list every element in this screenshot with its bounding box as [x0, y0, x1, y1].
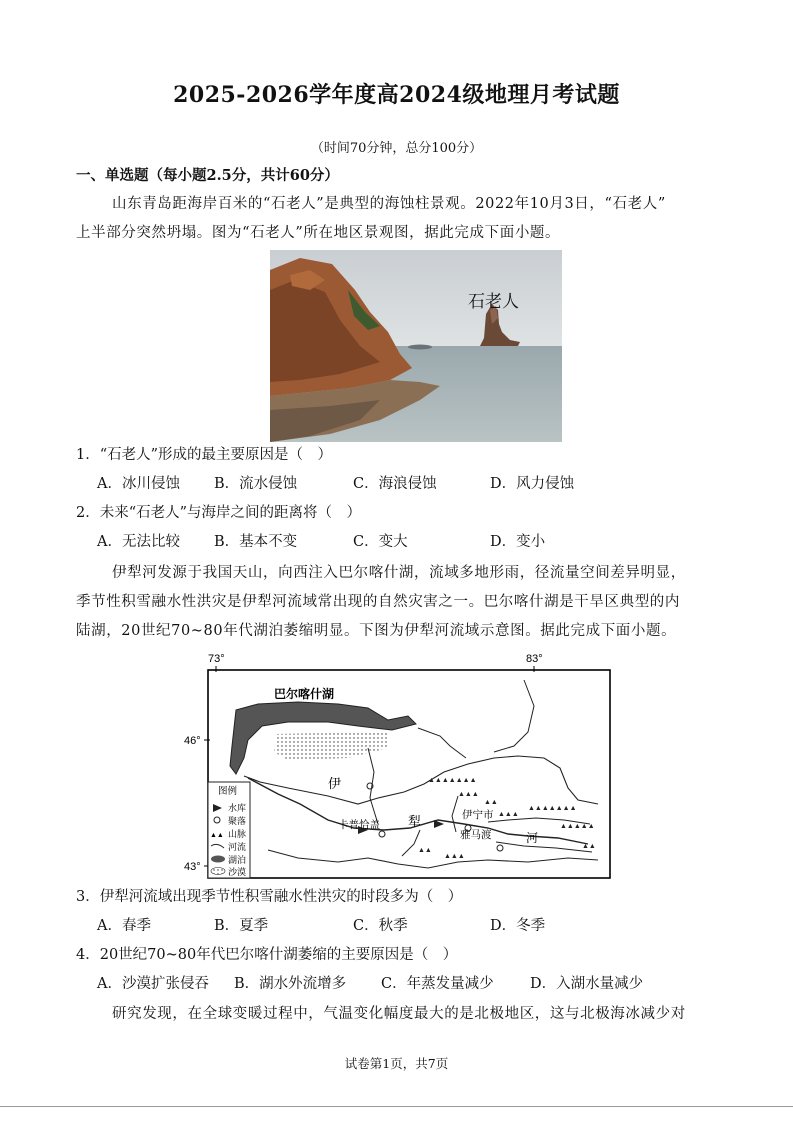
photo-label: 石老人: [468, 292, 519, 311]
passage2-line-1: 伊犁河发源于我国天山，向西注入巴尔喀什湖，流域多地形雨，径流量空间差异明显，: [112, 565, 686, 581]
lon-83-label: 83°: [526, 653, 543, 665]
svg-text:▲▲▲: ▲▲▲: [458, 791, 479, 798]
q3-option-a[interactable]: A．春季: [97, 918, 151, 934]
q4-option-a[interactable]: A．沙漠扩张侵吞: [97, 976, 209, 992]
svg-text:▲▲▲▲▲▲▲: ▲▲▲▲▲▲▲: [528, 805, 577, 812]
intro-line-1: 山东青岛距海岸百米的“石老人”是典型的海蚀柱景观。2022年10月3日，“石老人”: [112, 196, 666, 212]
legend-river: 河流: [228, 842, 247, 852]
svg-text:▲▲▲▲▲: ▲▲▲▲▲: [560, 823, 595, 830]
q2-option-b[interactable]: B．基本不变: [214, 534, 298, 550]
ili-river-basin-map: [184, 648, 618, 880]
q2-option-d[interactable]: D．变小: [490, 534, 546, 550]
q1-option-b[interactable]: B．流水侵蚀: [214, 476, 298, 492]
svg-text:▲▲▲▲▲▲▲: ▲▲▲▲▲▲▲: [428, 777, 477, 784]
legend-mountain: 山脉: [228, 829, 247, 839]
page-title: 2025-2026学年度高2024级地理月考试题: [173, 82, 620, 108]
section-heading: 一、单选题（每小题2.5分，共计60分）: [76, 167, 339, 184]
question-3: 3．伊犁河流域出现季节性积雪融水性洪灾的时段多为（ ）: [76, 889, 463, 905]
question-2: 2．未来“石老人”与海岸之间的距离将（ ）: [76, 505, 362, 521]
q4-option-d[interactable]: D．入湖水量减少: [530, 976, 644, 992]
li-label: 犁: [408, 814, 422, 829]
svg-text:▲▲▲: ▲▲▲: [498, 811, 519, 818]
q1-option-c[interactable]: C．海浪侵蚀: [353, 476, 437, 492]
bottom-divider: [0, 1106, 793, 1107]
q2-option-c[interactable]: C．变大: [353, 534, 408, 550]
question-1: 1．“石老人”形成的最主要原因是（ ）: [76, 447, 333, 463]
lake-label: 巴尔喀什湖: [274, 687, 335, 701]
svg-text:▲▲▲: ▲▲▲: [444, 853, 465, 860]
map-frame: [208, 670, 610, 878]
lat-43-label: 43°: [184, 861, 201, 873]
passage2-line-3: 陆湖，20世纪70~80年代湖泊萎缩明显。下图为伊犁河流域示意图。据此完成下面小题。: [76, 623, 677, 639]
q3-option-c[interactable]: C．秋季: [353, 918, 408, 934]
he-label: 河: [526, 831, 539, 845]
svg-text:▲▲: ▲▲: [418, 847, 432, 854]
svg-text:▲▲: ▲▲: [210, 832, 224, 839]
yining-label: 伊宁市: [462, 809, 494, 821]
legend-title: 图例: [218, 786, 238, 797]
q1-option-a[interactable]: A．冰川侵蚀: [97, 476, 180, 492]
passage2-line-2: 季节性积雪融水性洪灾是伊犁河流域常出现的自然灾害之一。巴尔喀什湖是干旱区典型的内: [76, 594, 680, 610]
kapchagai-label: 卡普恰盖: [338, 819, 380, 831]
legend-settlement: 聚落: [228, 816, 247, 826]
svg-text:▲▲: ▲▲: [484, 799, 498, 806]
q3-option-b[interactable]: B．夏季: [214, 918, 269, 934]
sea-stack-photo: [270, 250, 562, 442]
legend-desert: 沙漠: [228, 867, 247, 877]
q2-option-a[interactable]: A．无法比较: [97, 534, 180, 550]
q1-option-d[interactable]: D．风力侵蚀: [490, 476, 575, 492]
legend-reservoir: 水库: [228, 803, 247, 813]
legend-lake: 湖泊: [228, 855, 247, 865]
question-4: 4．20世纪70~80年代巴尔喀什湖萎缩的主要原因是（ ）: [76, 947, 458, 963]
q3-option-d[interactable]: D．冬季: [490, 918, 546, 934]
passage3-line-1: 研究发现，在全球变暖过程中，气温变化幅度最大的是北极地区，这与北极海冰减少对: [112, 1006, 686, 1022]
lat-46-label: 46°: [184, 735, 201, 747]
svg-text:▲▲: ▲▲: [582, 843, 596, 850]
intro-line-2: 上半部分突然坍塌。图为“石老人”所在地区景观图，据此完成下面小题。: [76, 225, 561, 241]
exam-info: （时间70分钟，总分100分）: [310, 141, 483, 156]
page-footer: 试卷第1页，共7页: [344, 1056, 449, 1071]
q4-option-c[interactable]: C．年蒸发量减少: [381, 976, 494, 992]
yi-label: 伊: [328, 776, 342, 791]
q4-option-b[interactable]: B．湖水外流增多: [234, 976, 347, 992]
lon-73-label: 73°: [208, 653, 225, 665]
yamadu-label: 雅马渡: [460, 829, 492, 841]
